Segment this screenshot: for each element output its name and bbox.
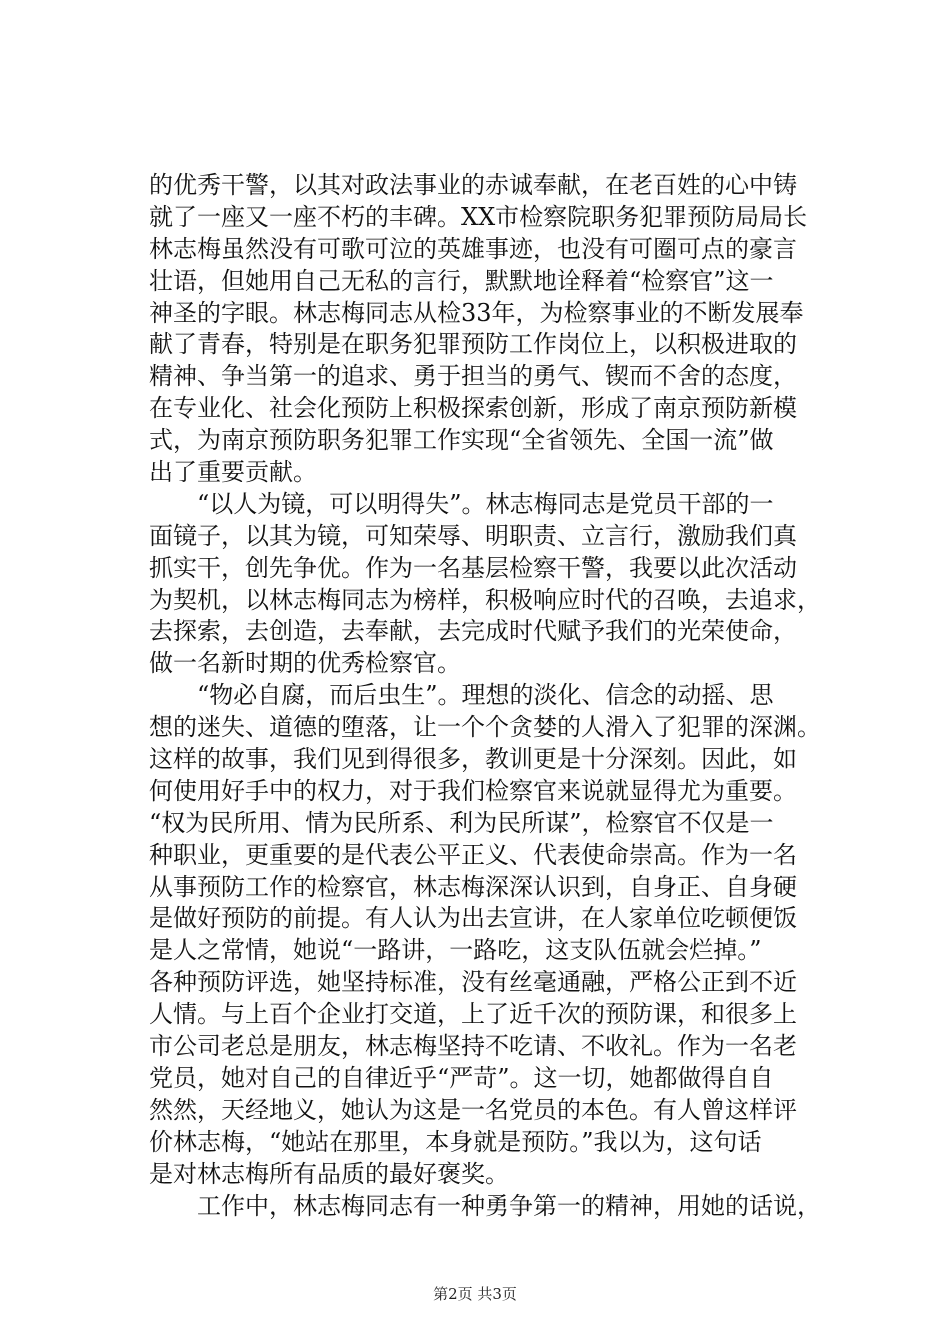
text-line: 出了重要贡献。	[149, 458, 317, 487]
text-line: 市公司老总是朋友，林志梅坚持不吃请、不收礼。作为一名老	[149, 1032, 797, 1061]
body-text	[149, 170, 829, 1222]
text-line: 是对林志梅所有品质的最好褒奖。	[149, 1159, 509, 1188]
text-line: 壮语，但她用自己无私的言行，默默地诠释着“检察官”这一	[149, 266, 774, 295]
text-line: 神圣的字眼。林志梅同志从检33年，为检察事业的不断发展奉	[149, 298, 804, 327]
text-line: 是人之常情，她说“一路讲，一路吃，这支队伍就会烂掉。”	[149, 936, 762, 965]
text-line: 各种预防评选，她坚持标准，没有丝毫通融，严格公正到不近	[149, 968, 797, 997]
text-line: 做一名新时期的优秀检察官。	[149, 649, 461, 678]
text-line: “以人为镜，可以明得失”。林志梅同志是党员干部的一	[149, 489, 774, 518]
text-line: 党员，她对自己的自律近乎“严苛”。这一切，她都做得自自	[149, 1063, 774, 1092]
text-line: 献了青春，特别是在职务犯罪预防工作岗位上，以积极进取的	[149, 330, 797, 359]
text-line: 人情。与上百个企业打交道，上了近千次的预防课，和很多上	[149, 1000, 797, 1029]
text-line: “物必自腐，而后虫生”。理想的淡化、信念的动摇、思	[149, 681, 774, 710]
text-line: 这样的故事，我们见到得很多，教训更是十分深刻。因此，如	[149, 745, 797, 774]
text-line: “权为民所用、情为民所系、利为民所谋”，检察官不仅是一	[149, 808, 774, 837]
text-line: 就了一座又一座不朽的丰碑。XX市检察院职务犯罪预防局局长	[149, 202, 808, 231]
text-line: 工作中，林志梅同志有一种勇争第一的精神，用她的话说，	[149, 1191, 821, 1220]
text-line: 在专业化、社会化预防上积极探索创新，形成了南京预防新模	[149, 394, 797, 423]
text-line: 林志梅虽然没有可歌可泣的英雄事迹，也没有可圈可点的豪言	[149, 234, 797, 263]
text-line: 为契机，以林志梅同志为榜样，积极响应时代的召唤，去追求，	[149, 585, 821, 614]
text-line: 去探索，去创造，去奉献，去完成时代赋予我们的光荣使命，	[149, 617, 797, 646]
text-line: 的优秀干警，以其对政法事业的赤诚奉献，在老百姓的心中铸	[149, 171, 797, 199]
text-line: 从事预防工作的检察官，林志梅深深认识到，自身正、自身硬	[149, 872, 797, 901]
text-line: 是做好预防的前提。有人认为出去宣讲，在人家单位吃顿便饭	[149, 904, 797, 933]
text-line: 然然，天经地义，她认为这是一名党员的本色。有人曾这样评	[149, 1095, 797, 1124]
text-line: 何使用好手中的权力，对于我们检察官来说就显得尤为重要。	[149, 776, 797, 805]
text-line: 式，为南京预防职务犯罪工作实现“全省领先、全国一流”做	[149, 426, 774, 455]
text-line: 价林志梅，“她站在那里，本身就是预防。”我以为，这句话	[149, 1127, 762, 1156]
text-line: 面镜子，以其为镜，可知荣辱、明职责、立言行，激励我们真	[149, 521, 797, 550]
text-line: 想的迷失、道德的堕落，让一个个贪婪的人滑入了犯罪的深渊。	[149, 713, 821, 742]
page-footer: 第2页 共3页	[433, 1285, 517, 1303]
text-line: 精神、争当第一的追求、勇于担当的勇气、锲而不舍的态度，	[149, 362, 797, 391]
text-line: 抓实干，创先争优。作为一名基层检察干警，我要以此次活动	[149, 553, 797, 582]
text-line: 种职业，更重要的是代表公平正义、代表使命崇高。作为一名	[149, 840, 797, 869]
